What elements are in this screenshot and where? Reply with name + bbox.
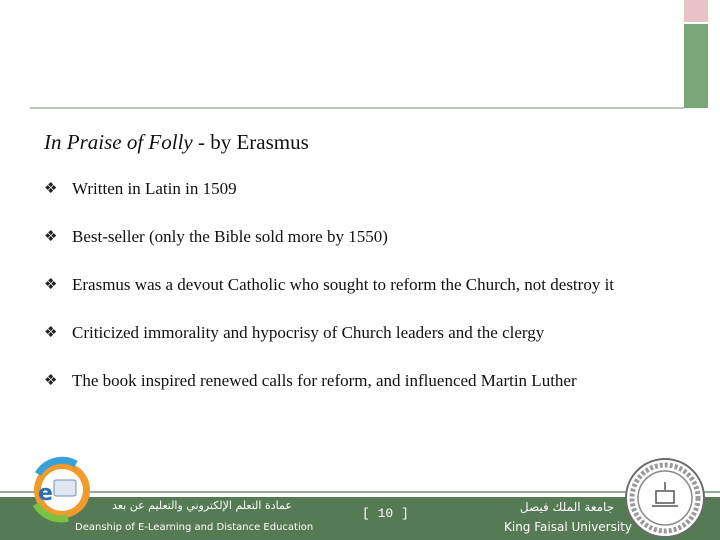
list-item — [44, 226, 674, 248]
title-author: by Erasmus — [210, 130, 309, 154]
diamond-bullet-icon: ❖ — [44, 181, 58, 197]
diamond-bullet-icon: ❖ — [44, 325, 58, 341]
bullet-text: Erasmus was a devout Catholic who sought to reform the Church, not destroy it — [72, 275, 615, 294]
bullet-text: Best-seller (only the Bible sold more by 1550) — [72, 227, 388, 246]
deanship-english: Deanship of E-Learning and Distance Education — [75, 522, 314, 533]
bullet-text: Written in Latin in 1509 — [72, 179, 237, 198]
list-item — [44, 274, 674, 296]
corner-accent-green — [684, 24, 708, 108]
university-seal-icon — [622, 456, 708, 540]
diamond-bullet-icon: ❖ — [44, 229, 58, 245]
slide-title — [44, 130, 309, 155]
footer-top-line — [0, 491, 720, 493]
bullet-list — [44, 178, 674, 418]
title-book-name: In Praise of Folly - — [44, 130, 211, 154]
list-item — [44, 370, 674, 392]
header-divider — [30, 107, 684, 109]
diamond-bullet-icon: ❖ — [44, 373, 58, 389]
page-number: [ 10 ] — [362, 506, 409, 521]
svg-text:e: e — [38, 481, 53, 506]
university-english: King Faisal University — [503, 520, 632, 534]
list-item — [44, 322, 674, 344]
bullet-text: Criticized immorality and hypocrisy of Church leaders and the clergy — [72, 323, 545, 342]
diamond-bullet-icon: ❖ — [44, 277, 58, 293]
corner-accent-pink — [684, 0, 708, 22]
list-item — [44, 178, 674, 200]
university-arabic: جامعة الملك فيصل — [519, 500, 615, 514]
deanship-arabic: عمادة التعلم الإلكتروني والتعليم عن بعد — [112, 499, 292, 512]
bullet-text: The book inspired renewed calls for reform, and influenced Martin Luther — [72, 371, 577, 390]
